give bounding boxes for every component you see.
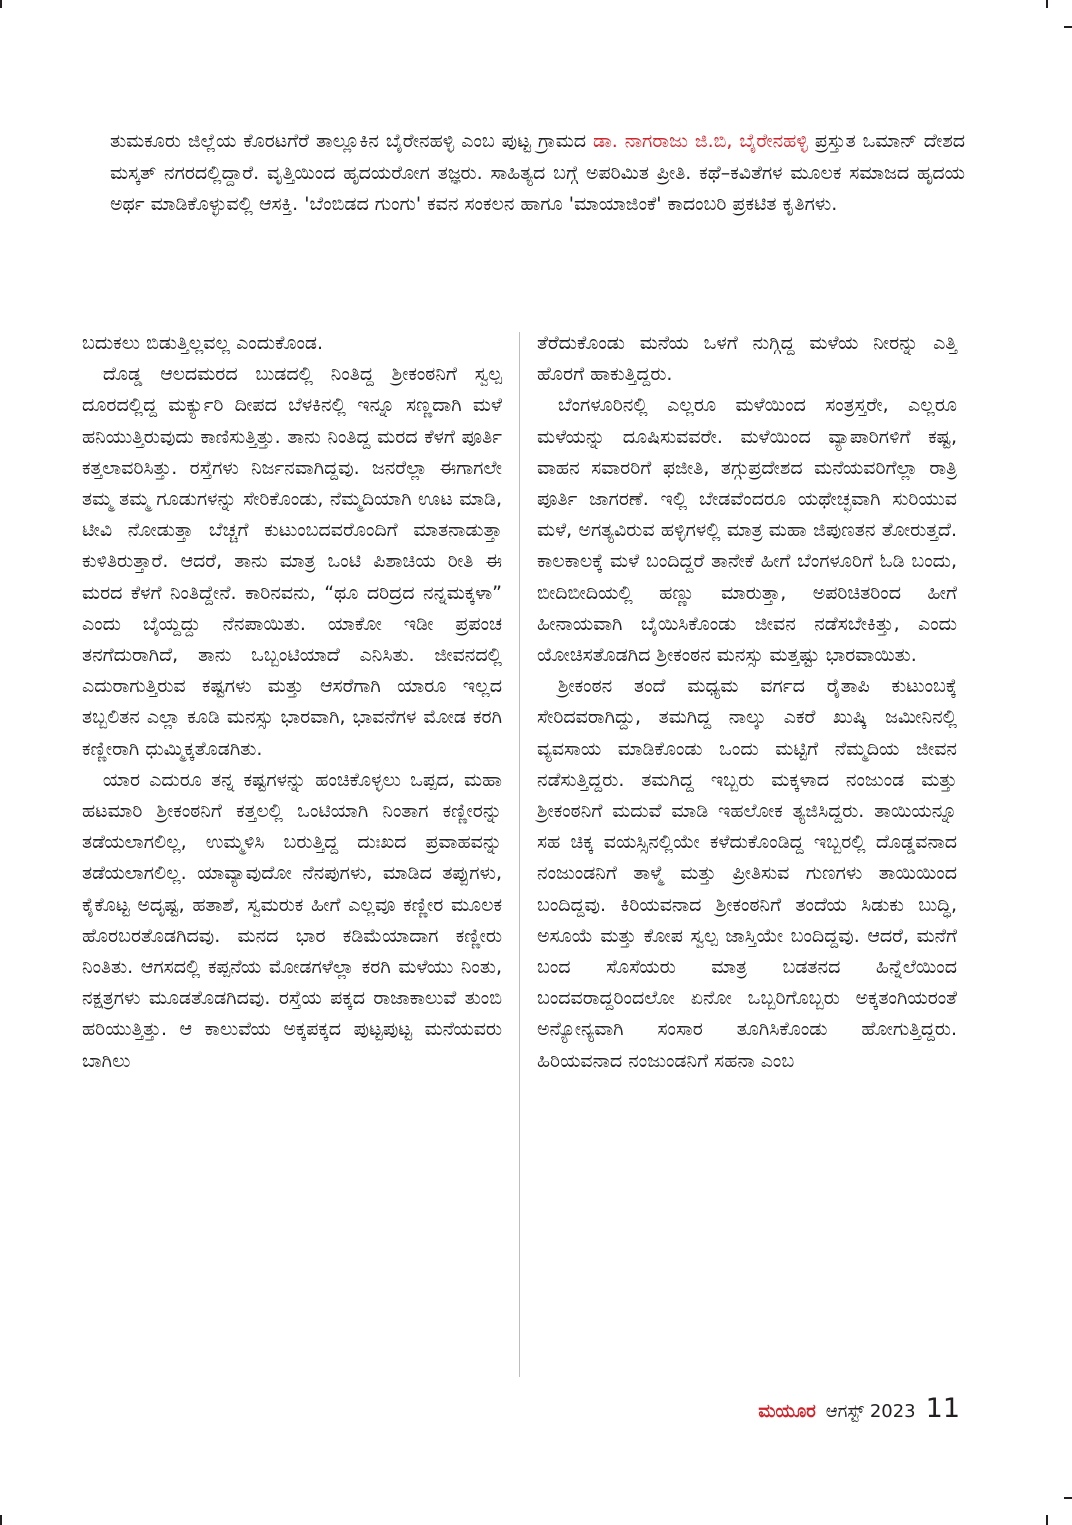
paragraph: ತೆರೆದುಕೊಂಡು ಮನೆಯ ಒಳಗೆ ನುಗ್ಗಿದ್ದ ಮಳೆಯ ನೀರನ್ನು ಎತ್ತಿ ಹೊರಗೆ ಹಾಕುತ್ತಿದ್ದರು. xyxy=(537,332,957,386)
page-number: 11 xyxy=(925,1393,960,1424)
author-bio-intro: ತುಮಕೂರು ಜಿಲ್ಲೆಯ ಕೊರಟಗೆರೆ ತಾಲ್ಲೂಕಿನ ಬೈರೇನಹಳ್ಳಿ ಎಂಬ ಪುಟ್ಟ ಗ್ರಾಮದ xyxy=(110,130,593,152)
author-name: ಡಾ. ನಾಗರಾಜು ಜಿ.ಬಿ, ಬೈರೇನಹಳ್ಳಿ xyxy=(592,130,808,152)
crop-mark-bottom-left xyxy=(0,1515,2,1525)
crop-mark-bottom-right-h xyxy=(1064,1497,1072,1499)
crop-mark-top-right xyxy=(1046,0,1048,8)
crop-mark-bottom-right xyxy=(1046,1515,1048,1525)
paragraph: ಯಾರ ಎದುರೂ ತನ್ನ ಕಷ್ಟಗಳನ್ನು ಹಂಚಿಕೊಳ್ಳಲು ಒಪ್ಪದ, ಮಹಾ ಹಟಮಾರಿ ಶ್ರೀಕಂಠನಿಗೆ ಕತ್ತಲಲ್ಲಿ ಒಂಟಿಯಾಗಿ ನಿಂತಾಗ ಕಣ್ಣೀರನ್ನು ತಡೆಯಲಾಗಲಿಲ್ಲ, ಉಮ್ಮಳಿಸಿ ಬರುತ್ತಿದ್ದ ದುಃಖದ ಪ್ರವಾಹವನ್ನು ತಡೆಯಲಾಗಲಿಲ್ಲ. ಯಾವ್ಯಾವುದೋ ನೆನಪುಗಳು, ಮಾಡಿದ ತಪ್ಪುಗಳು, ಕೈಕೊಟ್ಟ ಅದೃಷ್ಟ, ಹತಾಶೆ, ಸ್ವಮರುಕ ಹೀಗೆ ಎಲ್ಲವೂ ಕಣ್ಣೀರ ಮೂಲಕ ಹೊರಬರತೊಡಗಿದವು. ಮನದ ಭಾರ ಕಡಿಮೆಯಾದಾಗ ಕಣ್ಣೀರು ನಿಂತಿತು. ಆಗಸದಲ್ಲಿ ಕಪ್ಪನೆಯ ಮೋಡಗಳೆಲ್ಲಾ ಕರಗಿ ಮಳೆಯು ನಿಂತು, ನಕ್ಷತ್ರಗಳು ಮೂಡತೊಡಗಿದವು. ರಸ್ತೆಯ ಪಕ್ಕದ ರಾಜಾಕಾಲುವೆ ತುಂಬಿ ಹರಿಯುತ್ತಿತ್ತು. ಆ ಕಾಲುವೆಯ ಅಕ್ಕಪಕ್ಕದ ಪುಟ್ಟಪುಟ್ಟ ಮನೆಯವರು ಬಾಗಿಲು xyxy=(82,768,502,1072)
crop-mark-top-right-h xyxy=(1064,26,1072,28)
crop-mark-top-left xyxy=(0,0,2,8)
article-column-left xyxy=(82,328,502,1077)
article-column-right xyxy=(537,328,957,1077)
paragraph: ಶ್ರೀಕಂಠನ ತಂದೆ ಮಧ್ಯಮ ವರ್ಗದ ರೈತಾಪಿ ಕುಟುಂಬಕ್ಕೆ ಸೇರಿದವರಾಗಿದ್ದು, ತಮಗಿದ್ದ ನಾಲ್ಕು ಎಕರೆ ಖುಷ್ಕಿ ಜಮೀನಿನಲ್ಲಿ ವ್ಯವಸಾಯ ಮಾಡಿಕೊಂಡು ಒಂದು ಮಟ್ಟಿಗೆ ನೆಮ್ಮದಿಯ ಜೀವನ ನಡೆಸುತ್ತಿದ್ದರು. ತಮಗಿದ್ದ ಇಬ್ಬರು ಮಕ್ಕಳಾದ ನಂಜುಂಡ ಮತ್ತು ಶ್ರೀಕಂಠನಿಗೆ ಮದುವೆ ಮಾಡಿ ಇಹಲೋಕ ತ್ಯಜಿಸಿದ್ದರು. ತಾಯಿಯನ್ನೂ ಸಹ ಚಿಕ್ಕ ವಯಸ್ಸಿನಲ್ಲಿಯೇ ಕಳೆದುಕೊಂಡಿದ್ದ ಇಬ್ಬರಲ್ಲಿ ದೊಡ್ಡವನಾದ ನಂಜುಂಡನಿಗೆ ತಾಳ್ಮೆ ಮತ್ತು ಪ್ರೀತಿಸುವ ಗುಣಗಳು ತಾಯಿಯಿಂದ ಬಂದಿದ್ದವು. ಕಿರಿಯವನಾದ ಶ್ರೀಕಂಠನಿಗೆ ತಂದೆಯ ಸಿಡುಕು ಬುದ್ಧಿ, ಅಸೂಯೆ ಮತ್ತು ಕೋಪ ಸ್ವಲ್ಪ ಜಾಸ್ತಿಯೇ ಬಂದಿದ್ದವು. ಆದರೆ, ಮನೆಗೆ ಬಂದ ಸೊಸೆಯರು ಮಾತ್ರ ಬಡತನದ ಹಿನ್ನೆಲೆಯಿಂದ ಬಂದವರಾದ್ದರಿಂದಲೋ ಏನೋ ಒಬ್ಬರಿಗೊಬ್ಬರು ಅಕ್ಕತಂಗಿಯರಂತೆ ಅನ್ಯೋನ್ಯವಾಗಿ ಸಂಸಾರ ತೂಗಿಸಿಕೊಂಡು ಹೋಗುತ್ತಿದ್ದರು. ಹಿರಿಯವನಾದ ನಂಜುಂಡನಿಗೆ ಸಹನಾ ಎಂಬ xyxy=(537,675,957,1072)
paragraph: ಬೆಂಗಳೂರಿನಲ್ಲಿ ಎಲ್ಲರೂ ಮಳೆಯಿಂದ ಸಂತ್ರಸ್ತರೇ, ಎಲ್ಲರೂ ಮಳೆಯನ್ನು ದೂಷಿಸುವವರೇ. ಮಳೆಯಿಂದ ವ್ಯಾಪಾರಿಗಳಿಗೆ ಕಷ್ಟ, ವಾಹನ ಸವಾರರಿಗೆ ಫಜೀತಿ, ತಗ್ಗುಪ್ರದೇಶದ ಮನೆಯವರಿಗೆಲ್ಲಾ ರಾತ್ರಿ ಪೂರ್ತಿ ಜಾಗರಣೆ. ಇಲ್ಲಿ ಬೇಡವೆಂದರೂ ಯಥೇಚ್ಛವಾಗಿ ಸುರಿಯುವ ಮಳೆ, ಅಗತ್ಯವಿರುವ ಹಳ್ಳಿಗಳಲ್ಲಿ ಮಾತ್ರ ಮಹಾ ಜಿಪುಣತನ ತೋರುತ್ತದೆ. ಕಾಲಕಾಲಕ್ಕೆ ಮಳೆ ಬಂದಿದ್ದರೆ ತಾನೇಕೆ ಹೀಗೆ ಬೆಂಗಳೂರಿಗೆ ಓಡಿ ಬಂದು, ಬೀದಿಬೀದಿಯಲ್ಲಿ ಹಣ್ಣು ಮಾರುತ್ತಾ, ಅಪರಿಚಿತರಿಂದ ಹೀಗೆ ಹೀನಾಯವಾಗಿ ಬೈಯಿಸಿಕೊಂಡು ಜೀವನ ನಡೆಸಬೇಕಿತ್ತು, ಎಂದು ಯೋಚಿಸತೊಡಗಿದ ಶ್ರೀಕಂಠನ ಮನಸ್ಸು ಮತ್ತಷ್ಟು ಭಾರವಾಯಿತು. xyxy=(537,394,957,667)
column-divider xyxy=(519,332,520,1377)
author-bio-details: ಪ್ರಸ್ತುತ ಒಮಾನ್ ದೇಶದ ಮಸ್ಕತ್ ನಗರದಲ್ಲಿದ್ದಾರೆ. ವೃತ್ತಿಯಿಂದ ಹೃದಯರೋಗ ತಜ್ಞರು. ಸಾಹಿತ್ಯದ ಬಗ್ಗೆ ಅಪರಿಮಿತ ಪ್ರೀತಿ. ಕಥೆ–ಕವಿತೆಗಳ ಮೂಲಕ ಸಮಾಜದ ಹೃದಯ ಅರ್ಥ ಮಾಡಿಕೊಳ್ಳುವಲ್ಲಿ ಆಸಕ್ತಿ. 'ಬೆಂಬಿಡದ ಗುಂಗು' ಕವನ ಸಂಕಲನ ಹಾಗೂ 'ಮಾಯಾಜಿಂಕೆ' ಕಾದಂಬರಿ ಪ್ರಕಟಿತ ಕೃತಿಗಳು. xyxy=(110,130,966,215)
paragraph: ಬದುಕಲು ಬಿಡುತ್ತಿಲ್ಲವಲ್ಲ ಎಂದುಕೊಂಡ. xyxy=(82,332,324,354)
author-bio xyxy=(110,126,965,221)
page-footer xyxy=(758,1393,960,1424)
paragraph: ದೊಡ್ಡ ಆಲದಮರದ ಬುಡದಲ್ಲಿ ನಿಂತಿದ್ದ ಶ್ರೀಕಂಠನಿಗೆ ಸ್ವಲ್ಪ ದೂರದಲ್ಲಿದ್ದ ಮರ್ಕ್ಯುರಿ ದೀಪದ ಬೆಳಕಿನಲ್ಲಿ ಇನ್ನೂ ಸಣ್ಣದಾಗಿ ಮಳೆ ಹನಿಯುತ್ತಿರುವುದು ಕಾಣಿಸುತ್ತಿತ್ತು. ತಾನು ನಿಂತಿದ್ದ ಮರದ ಕೆಳಗೆ ಪೂರ್ತಿ ಕತ್ತಲಾವರಿಸಿತ್ತು. ರಸ್ತೆಗಳು ನಿರ್ಜನವಾಗಿದ್ದವು. ಜನರೆಲ್ಲಾ ಈಗಾಗಲೇ ತಮ್ಮ ತಮ್ಮ ಗೂಡುಗಳನ್ನು ಸೇರಿಕೊಂಡು, ನೆಮ್ಮದಿಯಾಗಿ ಊಟ ಮಾಡಿ, ಟೀವಿ ನೋಡುತ್ತಾ ಬೆಚ್ಚಗೆ ಕುಟುಂಬದವರೊಂದಿಗೆ ಮಾತನಾಡುತ್ತಾ ಕುಳಿತಿರುತ್ತಾರೆ. ಆದರೆ, ತಾನು ಮಾತ್ರ ಒಂಟಿ ಪಿಶಾಚಿಯ ರೀತಿ ಈ ಮರದ ಕೆಳಗೆ ನಿಂತಿದ್ದೇನೆ. ಕಾರಿನವನು, “ಥೂ ದರಿದ್ರದ ನನ್ನಮಕ್ಕಳಾ” ಎಂದು ಬೈಯ್ದದ್ದು ನೆನಪಾಯಿತು. ಯಾಕೋ ಇಡೀ ಪ್ರಪಂಚ ತನಗೆದುರಾಗಿದೆ, ತಾನು ಒಬ್ಬಂಟಿಯಾದೆ ಎನಿಸಿತು. ಜೀವನದಲ್ಲಿ ಎದುರಾಗುತ್ತಿರುವ ಕಷ್ಟಗಳು ಮತ್ತು ಆಸರೆಗಾಗಿ ಯಾರೂ ಇಲ್ಲದ ತಬ್ಬಲಿತನ ಎಲ್ಲಾ ಕೂಡಿ ಮನಸ್ಸು ಭಾರವಾಗಿ, ಭಾವನೆಗಳ ಮೋಡ ಕರಗಿ ಕಣ್ಣೀರಾಗಿ ಧುಮ್ಮಿಕ್ಕತೊಡಗಿತು. xyxy=(82,363,502,760)
magazine-logo: ಮಯೂರ xyxy=(758,1401,816,1422)
issue-date: ಆಗಸ್ಟ್ 2023 xyxy=(825,1401,916,1422)
